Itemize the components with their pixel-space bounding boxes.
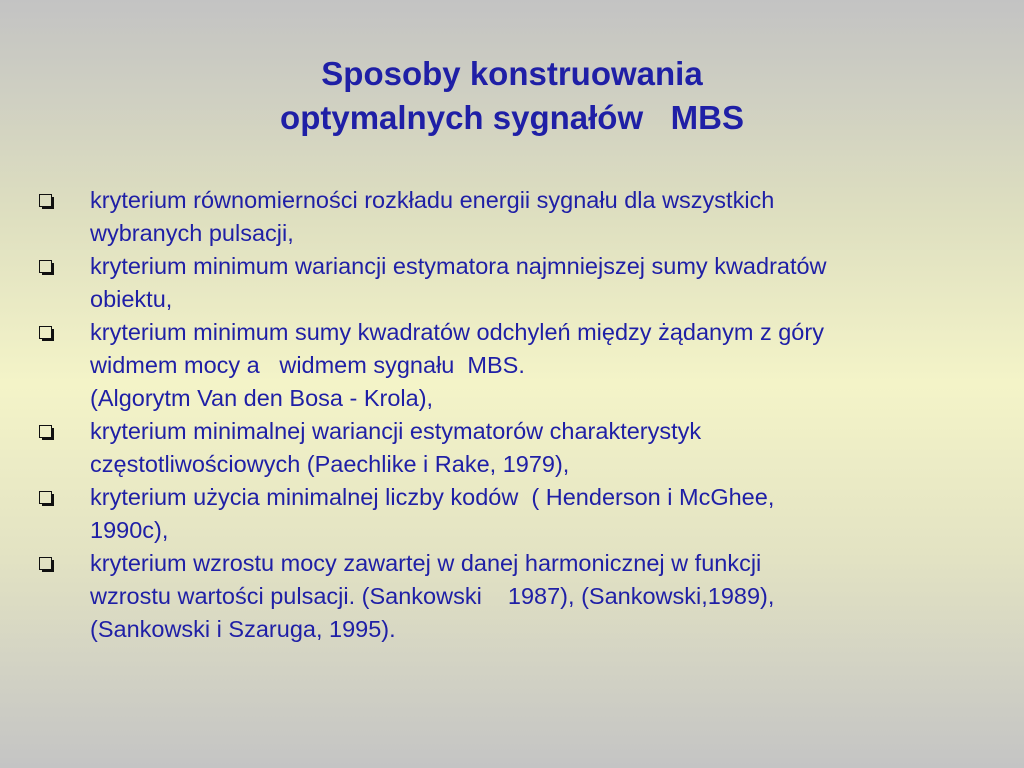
criteria-list (36, 184, 1006, 646)
checkbox-square-icon (38, 325, 56, 343)
title-line-1: Sposoby konstruowania (321, 55, 703, 92)
list-item-text (90, 415, 1006, 481)
list-item (36, 250, 1006, 316)
item-line: kryterium minimum wariancji estymatora najmniejszej sumy kwadratów (90, 253, 827, 279)
checkbox-square-icon (38, 193, 56, 211)
list-item (36, 415, 1006, 481)
item-line: częstotliwościowych (Paechlike i Rake, 1979), (90, 451, 570, 477)
list-item-text (90, 184, 1006, 250)
checkbox-square-icon (38, 490, 56, 508)
slide-title (0, 52, 1024, 140)
item-line: kryterium wzrostu mocy zawartej w danej harmonicznej w funkcji (90, 550, 762, 576)
item-line: (Algorytm Van den Bosa - Krola), (90, 385, 434, 411)
title-line-2: optymalnych sygnałów MBS (280, 99, 744, 136)
checkbox-square-icon (38, 424, 56, 442)
item-line: wzrostu wartości pulsacji. (Sankowski 1987), (Sankowski,1989), (90, 583, 775, 609)
item-line: kryterium minimalnej wariancji estymatorów charakterystyk (90, 418, 702, 444)
item-line: (Sankowski i Szaruga, 1995). (90, 616, 396, 642)
list-item (36, 481, 1006, 547)
list-item (36, 184, 1006, 250)
list-item-text (90, 316, 1006, 415)
list-item-text (90, 481, 1006, 547)
list-item (36, 316, 1006, 415)
item-line: kryterium równomierności rozkładu energii sygnału dla wszystkich (90, 187, 775, 213)
item-line: kryterium użycia minimalnej liczby kodów ( Henderson i McGhee, (90, 484, 775, 510)
list-item (36, 547, 1006, 646)
item-line: obiektu, (90, 286, 173, 312)
list-item-text (90, 547, 1006, 646)
item-line: 1990c), (90, 517, 169, 543)
item-line: kryterium minimum sumy kwadratów odchyleń między żądanym z góry (90, 319, 824, 345)
item-line: widmem mocy a widmem sygnału MBS. (90, 352, 525, 378)
checkbox-square-icon (38, 259, 56, 277)
list-item-text (90, 250, 1006, 316)
item-line: wybranych pulsacji, (90, 220, 294, 246)
checkbox-square-icon (38, 556, 56, 574)
